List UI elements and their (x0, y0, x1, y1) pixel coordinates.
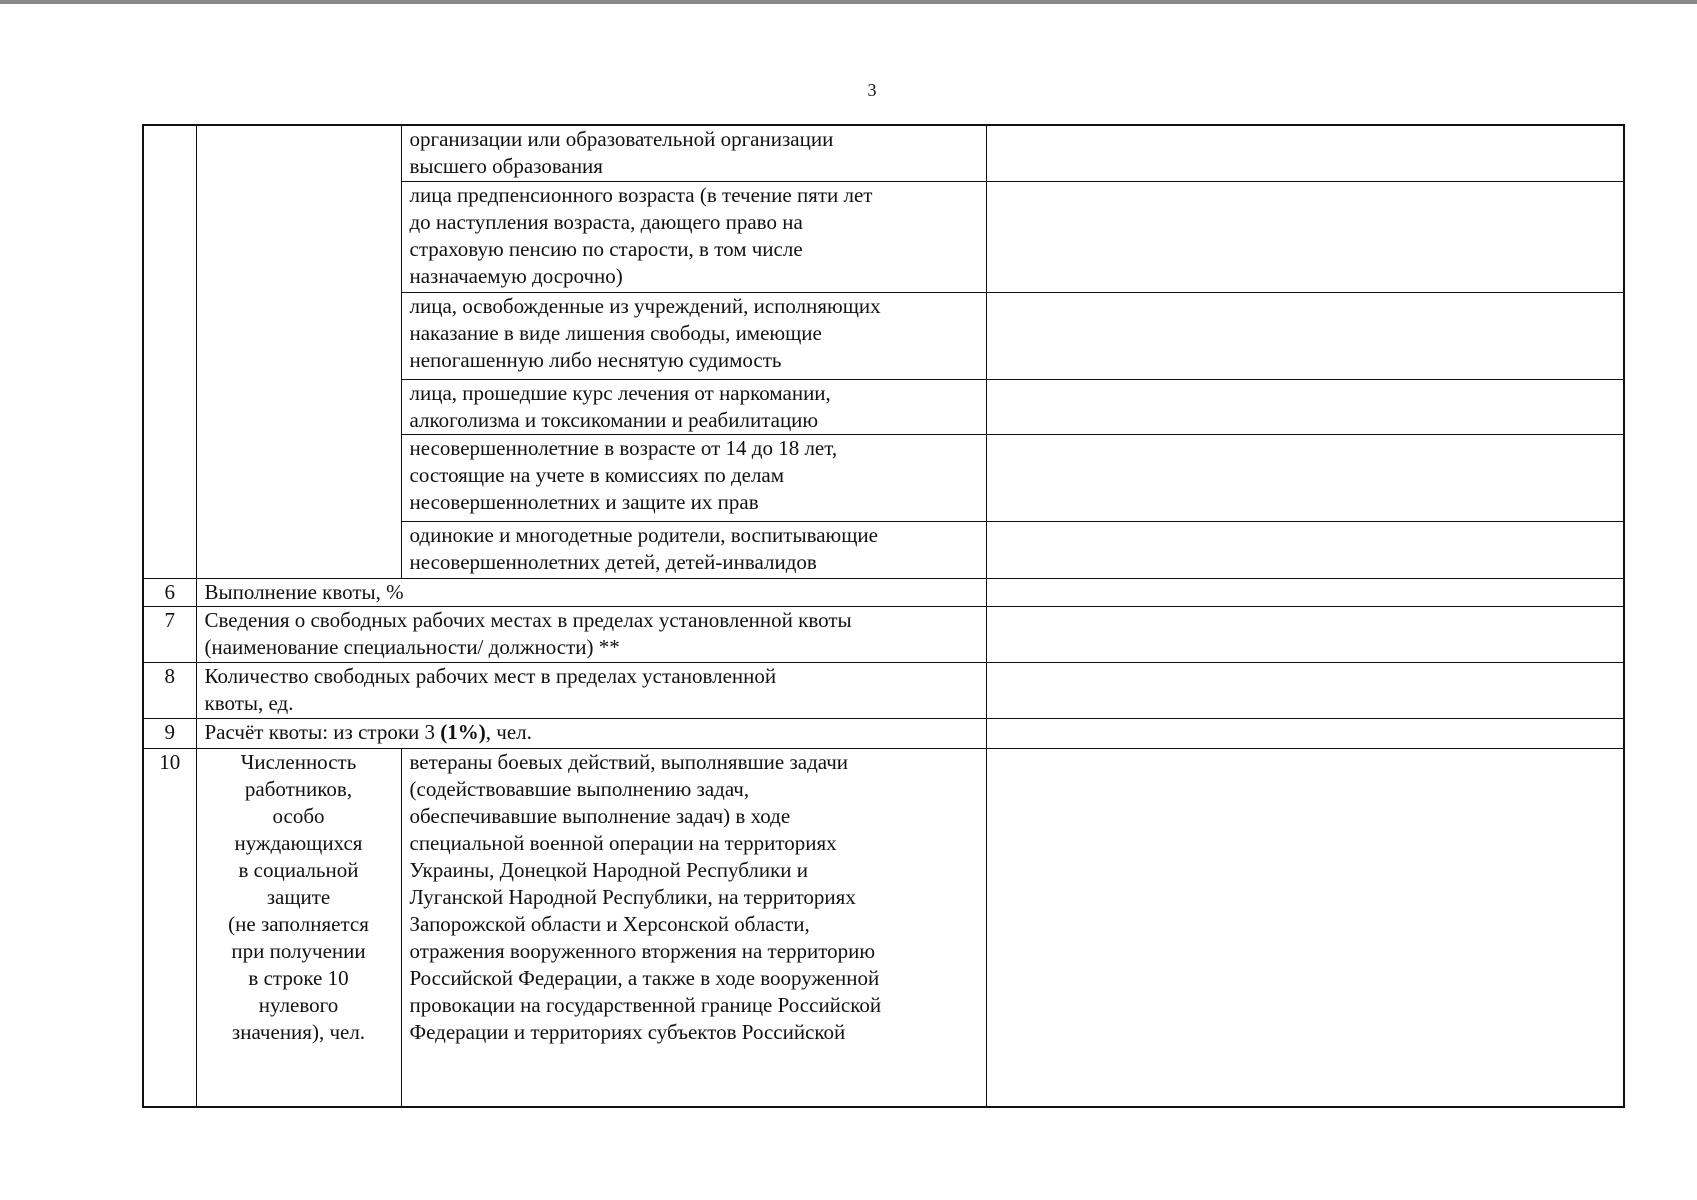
row-label-bold: (1%) (440, 719, 486, 744)
row-label-text: Расчёт квоты: из строки 3 (204, 719, 441, 744)
value-cell (986, 718, 1624, 748)
row-number-cell (143, 125, 196, 578)
subcategory-text: лица, прошедшие курс лечения от наркомании, алкоголизма и токсикомании и реабилитацию (409, 380, 831, 432)
row-number: 7 (143, 606, 196, 662)
row-label (196, 662, 986, 718)
row-label (196, 718, 986, 748)
table-row (143, 125, 1624, 181)
value-cell (986, 379, 1624, 434)
row-label-text: Количество свободных рабочих мест в пределах установленной квоты, ед. (204, 663, 777, 715)
row-label-suffix: , чел. (485, 719, 532, 744)
row-label-text: Выполнение квоты, % (204, 579, 404, 604)
value-cell (986, 181, 1624, 292)
subcategory-text: ветераны боевых действий, выполнявшие задачи (содействовавшие выполнению задач, обеспечивавшие выполнение задач) в ходе специальной военной операции на территориях Украины, Донецкой Народной Республики и Луганской Народной Республики, на территориях Запорожской области и Херсонской области, отражения вооруженного вторжения на территорию Российской Федерации, а также в ходе вооруженной провокации на государственной границе Российской Федерации и территориях субъектов Российской (409, 749, 882, 1044)
row-number: 6 (143, 578, 196, 606)
table-row-7 (143, 606, 1624, 662)
row-number: 10 (143, 748, 196, 1107)
page-number: 3 (867, 80, 877, 100)
subcategory-text: несовершеннолетние в возрасте от 14 до 18 лет, состоящие на учете в комиссиях по делам несовершеннолетних и защите их прав (409, 435, 838, 514)
category-cell (196, 125, 401, 578)
subcategory-cell (401, 292, 986, 379)
row-number: 9 (143, 718, 196, 748)
scan-edge (0, 0, 1697, 4)
subcategory-cell (401, 521, 986, 578)
row-label (196, 606, 986, 662)
table-row-8 (143, 662, 1624, 718)
table-row-9 (143, 718, 1624, 748)
subcategory-cell (401, 379, 986, 434)
row-label-text: Сведения о свободных рабочих местах в пределах установленной квоты (наименование специальности/ должности) ** (204, 607, 852, 659)
value-cell (986, 662, 1624, 718)
subcategory-text: одинокие и многодетные родители, воспитывающие несовершеннолетних детей, детей-инвалидов (409, 522, 878, 574)
value-cell (986, 125, 1624, 181)
subcategory-cell (401, 434, 986, 521)
value-cell (986, 606, 1624, 662)
row-number: 8 (143, 662, 196, 718)
subcategory-text: лица предпенсионного возраста (в течение пяти лет до наступления возраста, дающего право на страховую пенсию по старости, в том числе назначаемую досрочно) (409, 182, 873, 288)
row-label (196, 578, 986, 606)
value-cell (986, 434, 1624, 521)
category-cell (196, 748, 401, 1107)
subcategory-cell (401, 181, 986, 292)
subcategory-cell (401, 748, 986, 1107)
subcategory-text: лица, освобожденные из учреждений, исполняющих наказание в виде лишения свободы, имеющие непогашенную либо неснятую судимость (409, 293, 881, 372)
subcategory-text: организации или образовательной организации высшего образования (409, 127, 834, 178)
value-cell (986, 521, 1624, 578)
category-text: Численность работников, особо нуждающихся в социальной защите (не заполняется при получении в строке 10 нулевого значения), чел. (228, 749, 369, 1044)
subcategory-cell (401, 125, 986, 181)
quota-report-table (142, 124, 1625, 1108)
value-cell (986, 292, 1624, 379)
table-row-6 (143, 578, 1624, 606)
value-cell (986, 578, 1624, 606)
value-cell (986, 748, 1624, 1107)
table-row-10 (143, 748, 1624, 1107)
